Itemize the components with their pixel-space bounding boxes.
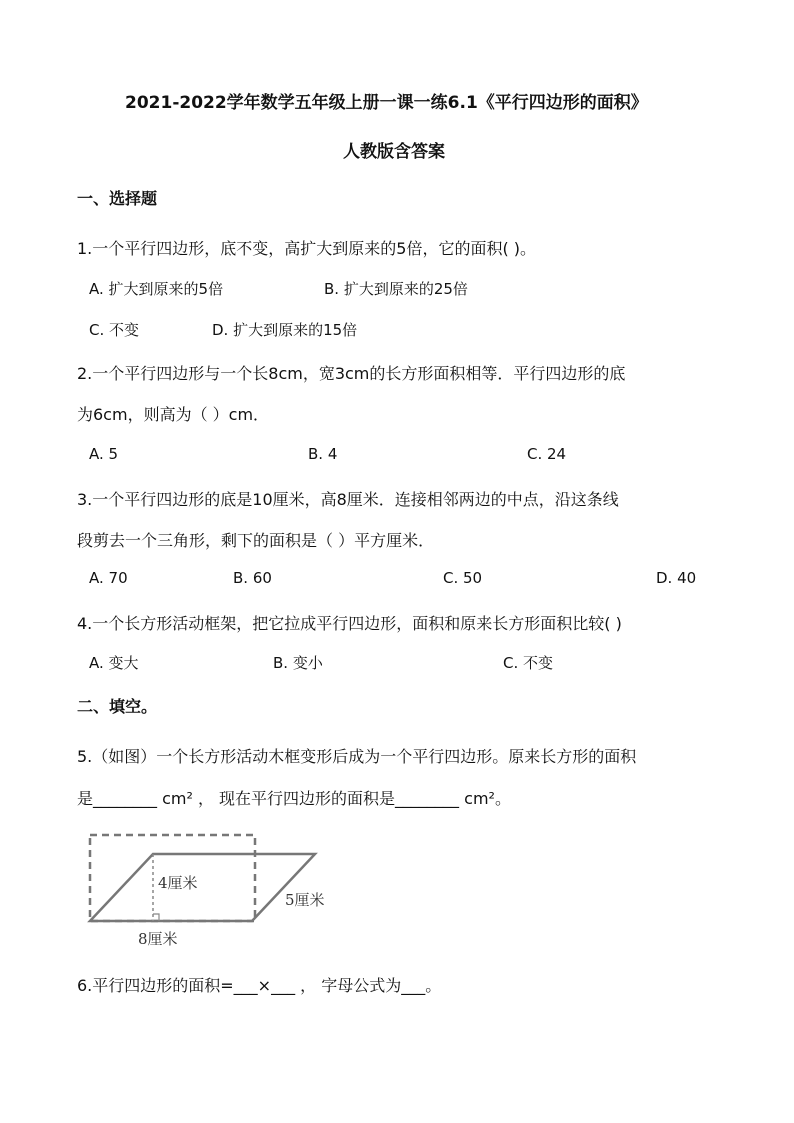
question-1-option-d: D. 扩大到原来的15倍 bbox=[212, 321, 358, 339]
question-4-option-c: C. 不变 bbox=[503, 654, 554, 672]
question-1-option-b: B. 扩大到原来的25倍 bbox=[324, 280, 468, 298]
question-5-stem-line1: 5.（如图）一个长方形活动木框变形后成为一个平行四边形。原来长方形的面积 bbox=[77, 747, 637, 766]
question-3-option-b: B. 60 bbox=[233, 569, 272, 587]
figure-label-height: 4厘米 bbox=[158, 874, 198, 892]
question-2-option-a: A. 5 bbox=[89, 445, 119, 463]
question-1-option-a: A. 扩大到原来的5倍 bbox=[89, 280, 224, 298]
question-3-stem-line2: 段剪去一个三角形，剩下的面积是（ ）平方厘米． bbox=[77, 531, 435, 550]
section-heading-choice: 一、选择题 bbox=[77, 189, 158, 208]
question-4-stem: 4.一个长方形活动框架，把它拉成平行四边形，面积和原来长方形面积比较( ) bbox=[77, 614, 622, 633]
question-2-option-c: C. 24 bbox=[527, 445, 567, 463]
question-5-figure bbox=[80, 828, 340, 948]
question-3-option-a: A. 70 bbox=[89, 569, 128, 587]
figure-label-side: 5厘米 bbox=[285, 891, 325, 909]
parallelogram-shape bbox=[90, 854, 315, 921]
section-heading-fill-blank: 二、填空。 bbox=[77, 697, 158, 716]
question-6-stem: 6.平行四边形的面积=___×___ ， 字母公式为___。 bbox=[77, 976, 442, 995]
doc-title-line1: 2021-2022学年数学五年级上册一课一练6.1《平行四边形的面积》 bbox=[125, 93, 648, 113]
doc-title-line2: 人教版含答案 bbox=[343, 142, 445, 162]
question-2-option-b: B. 4 bbox=[308, 445, 338, 463]
question-3-option-d: D. 40 bbox=[656, 569, 697, 587]
question-5-stem-line2: 是________ cm² ， 现在平行四边形的面积是________ cm²。 bbox=[77, 789, 511, 808]
question-1-stem: 1.一个平行四边形，底不变，高扩大到原来的5倍，它的面积( )。 bbox=[77, 239, 537, 258]
question-4-option-b: B. 变小 bbox=[273, 654, 323, 672]
question-4-option-a: A. 变大 bbox=[89, 654, 139, 672]
question-1-option-c: C. 不变 bbox=[89, 321, 140, 339]
figure-label-base: 8厘米 bbox=[138, 930, 178, 948]
question-3-stem-line1: 3.一个平行四边形的底是10厘米，高8厘米．连接相邻两边的中点，沿这条线 bbox=[77, 490, 619, 509]
question-2-stem-line2: 为6cm，则高为（ ）cm． bbox=[77, 405, 270, 424]
question-2-stem-line1: 2.一个平行四边形与一个长8cm，宽3cm的长方形面积相等．平行四边形的底 bbox=[77, 364, 626, 383]
question-3-option-c: C. 50 bbox=[443, 569, 483, 587]
